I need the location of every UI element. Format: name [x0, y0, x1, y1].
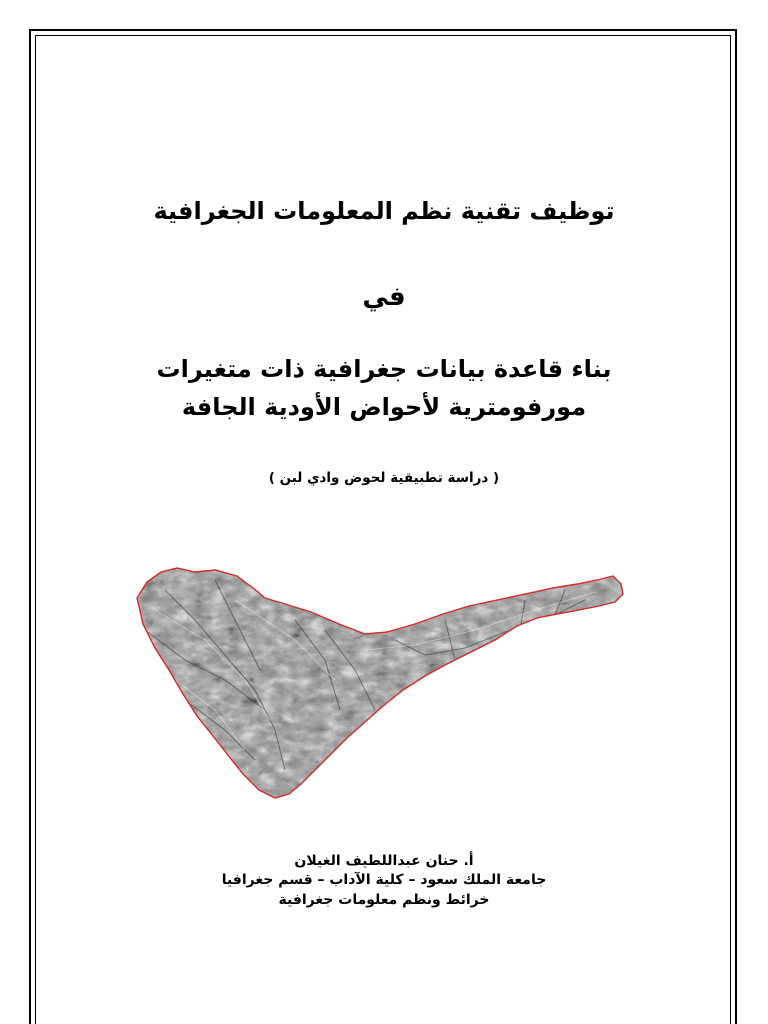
- subtitle: ( دراسة تطبيقية لحوض وادي لبن ): [268, 470, 500, 486]
- title-line-1: توظيف تقنية نظم المعلومات الجغرافية: [153, 197, 615, 225]
- author-name: أ. حنان عبداللطيف الغيلان: [294, 853, 474, 869]
- title-line-4: مورفومترية لأحواض الأودية الجافة: [181, 393, 587, 421]
- author-specialization: خرائط ونظم معلومات جغرافية: [278, 892, 490, 908]
- wadi-basin-relief-map: [125, 560, 640, 815]
- author-affiliation: جامعة الملك سعود – كلية الآداب – قسم جغرافيا: [221, 872, 547, 888]
- title-line-2: في: [362, 282, 406, 312]
- title-line-3: بناء قاعدة بيانات جغرافية ذات متغيرات: [156, 355, 612, 383]
